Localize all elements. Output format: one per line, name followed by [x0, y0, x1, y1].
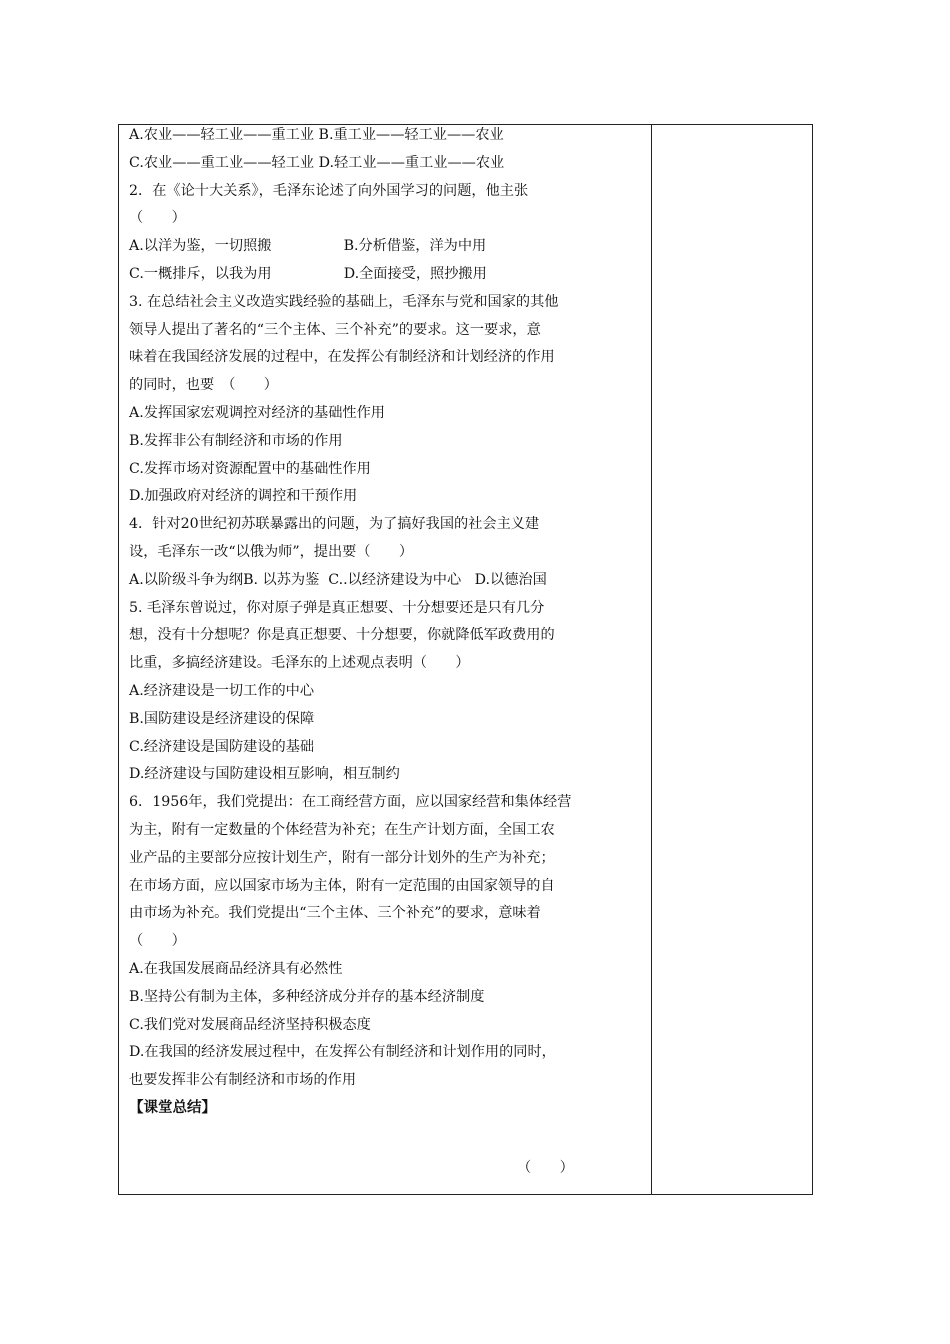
text-line: 2．在《论十大关系》，毛泽东论述了向外国学习的问题，他主张: [129, 182, 529, 199]
text-line: A.农业——轻工业——重工业 B.重工业——轻工业——农业: [129, 127, 504, 143]
text-line: C.一概排斥，以我为用 D.全面接受，照抄搬用: [129, 265, 487, 282]
answer-paren: （ ）: [517, 1160, 574, 1176]
text-line: 的同时，也要 （ ）: [129, 377, 278, 394]
text-line: D.经济建设与国防建设相互影响，相互制约: [129, 766, 400, 783]
text-line: 5. 毛泽东曾说过，你对原子弹是真正想要、十分想要还是只有几分: [129, 599, 545, 616]
text-line: 领导人提出了著名的“三个主体、三个补充”的要求。这一要求，意: [129, 321, 541, 338]
text-line: C.我们党对发展商品经济坚持积极态度: [129, 1016, 371, 1033]
text-line: C.发挥市场对资源配置中的基础性作用: [129, 460, 371, 477]
text-line: 4．针对20世纪初苏联暴露出的问题，为了搞好我国的社会主义建: [129, 516, 540, 533]
text-line: A.以洋为鉴，一切照搬 B.分析借鉴，洋为中用: [129, 238, 487, 255]
worksheet-table: [118, 124, 813, 1195]
text-line: 由市场为补充。我们党提出“三个主体、三个补充”的要求，意味着: [129, 905, 541, 922]
text-line: A.以阶级斗争为纲B. 以苏为鉴 C..以经济建设为中心 D.以德治国: [129, 571, 547, 588]
text-line: 为主，附有一定数量的个体经营为补充；在生产计划方面，全国工农: [129, 821, 555, 838]
text-line: （ ）: [129, 933, 186, 950]
text-line: B.发挥非公有制经济和市场的作用: [129, 432, 343, 449]
text-line: C.经济建设是国防建设的基础: [129, 738, 315, 755]
text-line: （ ）: [129, 210, 186, 227]
text-line: 也要发挥非公有制经济和市场的作用: [129, 1072, 357, 1089]
text-line: D.加强政府对经济的调控和干预作用: [129, 488, 358, 505]
text-line: A.发挥国家宏观调控对经济的基础性作用: [129, 404, 385, 421]
text-line: 想，没有十分想呢？你是真正想要、十分想要，你就降低军政费用的: [129, 627, 555, 644]
text-line: 3. 在总结社会主义改造实践经验的基础上，毛泽东与党和国家的其他: [129, 293, 559, 310]
column-divider: [651, 125, 652, 1194]
summary-heading: 【课堂总结】: [129, 1099, 216, 1116]
text-line: A.在我国发展商品经济具有必然性: [129, 960, 343, 977]
text-line: 6．1956年，我们党提出：在工商经营方面，应以国家经营和集体经营: [129, 794, 572, 811]
text-line: 设，毛泽东一改“以俄为师”，提出要（ ）: [129, 543, 414, 560]
text-line: 味着在我国经济发展的过程中，在发挥公有制经济和计划经济的作用: [129, 349, 555, 366]
text-line: D.在我国的经济发展过程中，在发挥公有制经济和计划作用的同时，: [129, 1044, 556, 1061]
text-line: C.农业——重工业——轻工业 D.轻工业——重工业——农业: [129, 154, 505, 171]
text-line: 比重，多搞经济建设。毛泽东的上述观点表明（ ）: [129, 655, 470, 672]
text-line: A.经济建设是一切工作的中心: [129, 682, 315, 699]
text-line: 在市场方面，应以国家市场为主体，附有一定范围的由国家领导的自: [129, 877, 555, 894]
questions-column: [129, 122, 643, 1123]
text-line: 业产品的主要部分应按计划生产，附有一部分计划外的生产为补充；: [129, 849, 555, 866]
text-line: B.国防建设是经济建设的保障: [129, 710, 315, 727]
text-line: B.坚持公有制为主体，多种经济成分并存的基本经济制度: [129, 988, 485, 1005]
